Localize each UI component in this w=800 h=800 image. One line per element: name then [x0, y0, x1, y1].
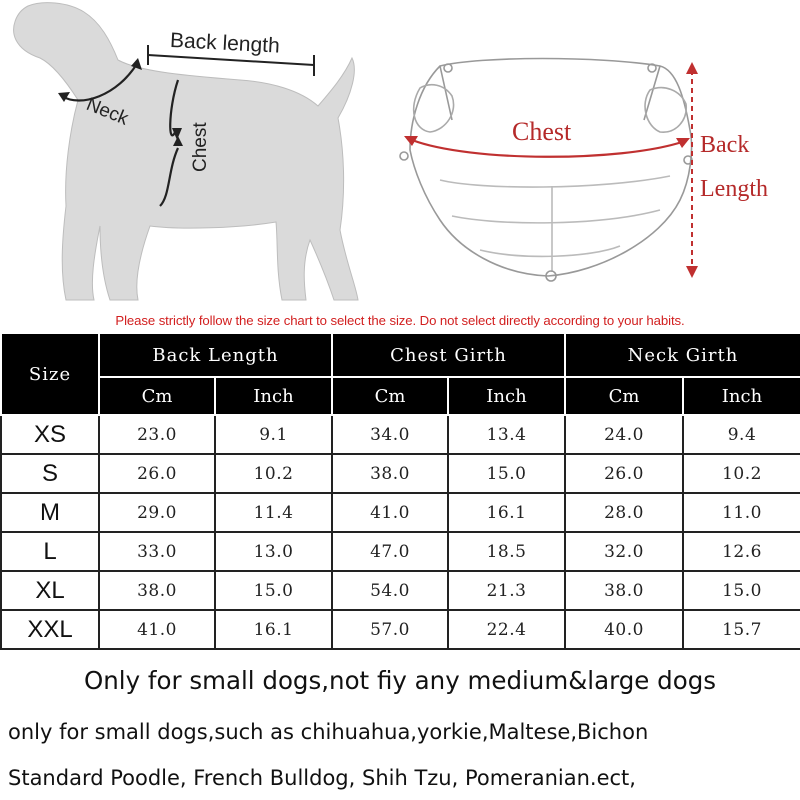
coat-back-length-arrow — [686, 62, 698, 278]
table-cell: 23.0 — [99, 415, 215, 454]
table-cell: 13.4 — [448, 415, 565, 454]
unit-header: Inch — [683, 377, 800, 415]
size-cell: L — [1, 532, 99, 571]
coat-back-label: Back — [700, 132, 750, 158]
table-cell: 15.0 — [448, 454, 565, 493]
neck-label: Neck — [83, 93, 132, 130]
table-cell: 40.0 — [565, 610, 683, 649]
size-cell: XL — [1, 571, 99, 610]
coat-chest-label: Chest — [512, 117, 572, 146]
table-cell: 38.0 — [99, 571, 215, 610]
table-cell: 26.0 — [99, 454, 215, 493]
unit-header: Cm — [99, 377, 215, 415]
unit-header: Cm — [332, 377, 448, 415]
table-cell: 33.0 — [99, 532, 215, 571]
table-cell: 29.0 — [99, 493, 215, 532]
table-row — [1, 532, 800, 571]
table-cell: 38.0 — [565, 571, 683, 610]
table-row — [1, 610, 800, 649]
table-cell: 15.0 — [683, 571, 800, 610]
table-row — [1, 493, 800, 532]
table-cell: 47.0 — [332, 532, 448, 571]
table-cell: 38.0 — [332, 454, 448, 493]
table-cell: 26.0 — [565, 454, 683, 493]
table-cell: 32.0 — [565, 532, 683, 571]
table-cell: 57.0 — [332, 610, 448, 649]
table-cell: 13.0 — [215, 532, 332, 571]
table-cell: 41.0 — [99, 610, 215, 649]
size-column-header: Size — [1, 333, 99, 415]
size-warning: Please strictly follow the size chart to select the size. Do not select directly according to your habits. — [115, 313, 685, 328]
table-cell: 10.2 — [683, 454, 800, 493]
chest-girth-header: Chest Girth — [332, 333, 565, 377]
unit-header: Inch — [215, 377, 332, 415]
table-group-header-row — [1, 333, 800, 377]
table-cell: 12.6 — [683, 532, 800, 571]
table-cell: 22.4 — [448, 610, 565, 649]
table-cell: 15.0 — [215, 571, 332, 610]
table-cell: 54.0 — [332, 571, 448, 610]
size-cell: XS — [1, 415, 99, 454]
size-chart-table — [0, 332, 800, 650]
footer-note-small-dogs: Only for small dogs,not fiy any medium&large dogs — [83, 666, 717, 695]
table-cell: 10.2 — [215, 454, 332, 493]
table-row — [1, 415, 800, 454]
size-cell: M — [1, 493, 99, 532]
neck-girth-header: Neck Girth — [565, 333, 800, 377]
back-length-label: Back length — [169, 28, 281, 58]
table-cell: 11.4 — [215, 493, 332, 532]
table-cell: 28.0 — [565, 493, 683, 532]
size-cell: S — [1, 454, 99, 493]
table-cell: 21.3 — [448, 571, 565, 610]
unit-header: Cm — [565, 377, 683, 415]
table-cell: 41.0 — [332, 493, 448, 532]
chest-label: Chest — [190, 122, 211, 172]
size-cell: XXL — [1, 610, 99, 649]
table-row — [1, 454, 800, 493]
table-cell: 34.0 — [332, 415, 448, 454]
table-cell: 16.1 — [215, 610, 332, 649]
measurement-illustration — [0, 0, 800, 312]
table-cell: 11.0 — [683, 493, 800, 532]
table-cell: 15.7 — [683, 610, 800, 649]
back-length-header: Back Length — [99, 333, 332, 377]
footer-note-breeds-1: only for small dogs,such as chihuahua,yorkie,Maltese,Bichon — [8, 720, 649, 744]
table-unit-header-row — [1, 377, 800, 415]
table-cell: 24.0 — [565, 415, 683, 454]
coat-length-label: Length — [700, 176, 768, 202]
table-cell: 16.1 — [448, 493, 565, 532]
unit-header: Inch — [448, 377, 565, 415]
table-cell: 9.4 — [683, 415, 800, 454]
table-row — [1, 571, 800, 610]
coat-illustration — [400, 59, 692, 282]
footer-note-breeds-2: Standard Poodle, French Bulldog, Shih Tzu, Pomeranian.ect, — [8, 766, 636, 790]
table-cell: 9.1 — [215, 415, 332, 454]
table-cell: 18.5 — [448, 532, 565, 571]
